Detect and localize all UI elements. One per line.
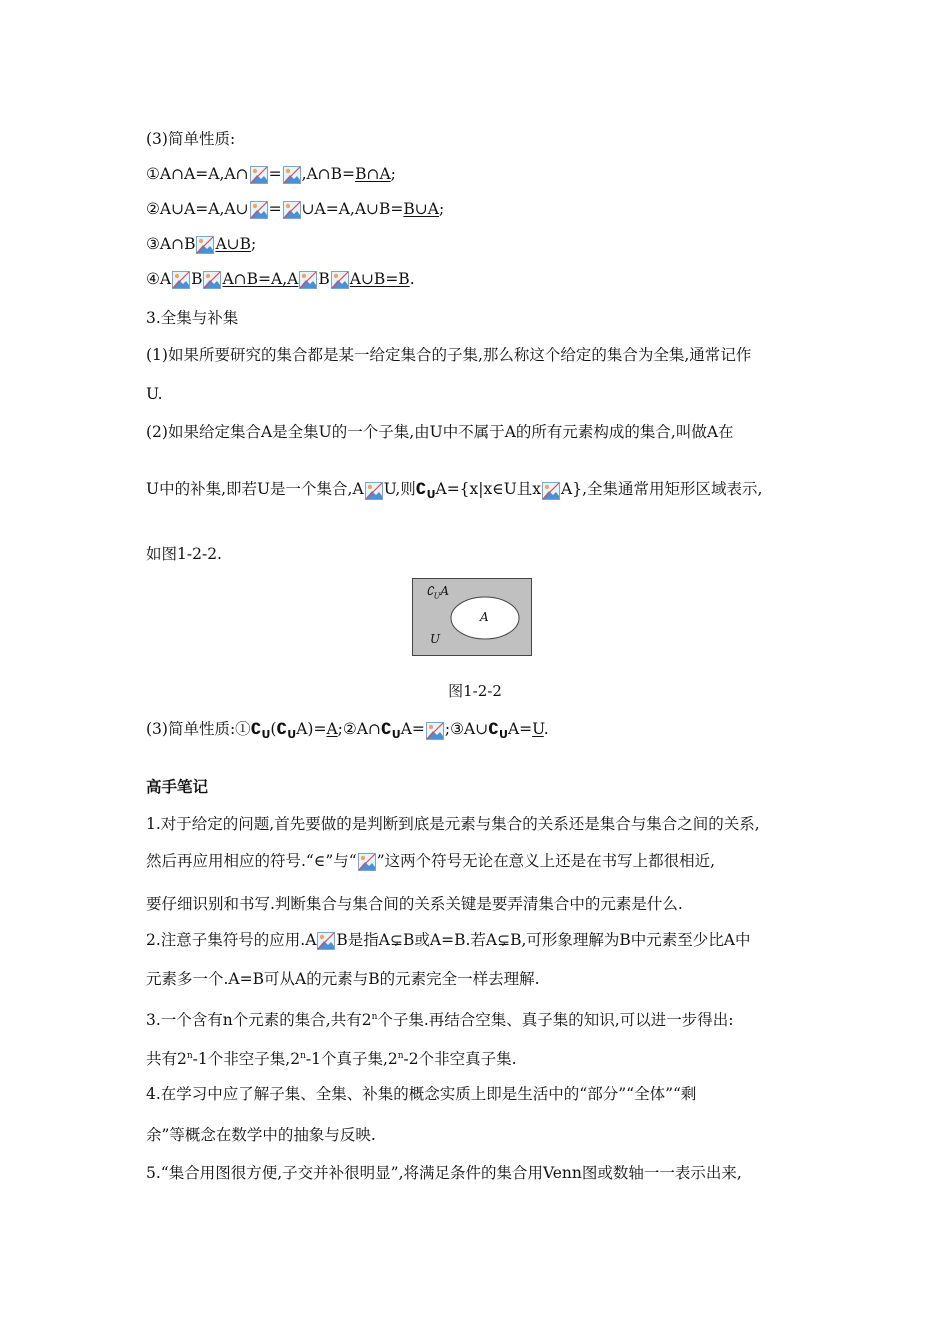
note-2a: 2.注意子集符号的应用.A B是指A⊊B或A=B.若A⊊B,可形象理解为B中元素至少比A中 — [146, 931, 751, 949]
notes-heading: 高手笔记 — [146, 778, 209, 796]
complement-symbol: ∁ — [380, 720, 392, 738]
complement-symbol: ∁ — [415, 480, 427, 498]
property-line-4: ④A B A∩B=A,A B A∪B=B. — [146, 270, 415, 288]
broken-image-icon — [331, 271, 349, 289]
broken-image-icon — [317, 932, 335, 950]
note-4a: 4.在学习中应了解子集、全集、补集的概念实质上即是生活中的“部分”“全体”“剩 — [146, 1085, 697, 1103]
property-line-2: ②A∪A=A,A∪ = ∪A=A,A∪B=B∪A; — [146, 200, 445, 218]
note-1b: 然后再应用相应的符号.“∈”与“ ”这两个符号无论在意义上还是在书写上都很相近, — [146, 852, 716, 870]
broken-image-icon — [542, 482, 560, 500]
figure-label-cua: $∁_UA$ — [426, 584, 450, 601]
figure-label-a: A — [480, 610, 489, 624]
figure-caption: 图1-2-2 — [448, 682, 502, 700]
note-1c: 要仔细识别和书写.判断集合与集合间的关系关键是要弄清集合中的元素是什么. — [146, 895, 683, 913]
figure-label-u: U — [430, 632, 441, 646]
note-5a: 5.“集合用图很方便,子交并补很明显”,将满足条件的集合用Venn图或数轴一一表示出来, — [146, 1164, 742, 1182]
note-1a: 1.对于给定的问题,首先要做的是判断到底是元素与集合的关系还是集合与集合之间的关系, — [146, 815, 760, 833]
broken-image-icon — [426, 722, 444, 740]
broken-image-icon — [358, 853, 376, 871]
broken-image-icon — [365, 482, 383, 500]
broken-image-icon — [283, 201, 301, 219]
complement-properties: (3)简单性质$:①∁_U(∁_UA)=A;②A\cap∁_UA=$ $;③A\cup∁_UA=U$. — [146, 720, 549, 742]
broken-image-icon — [283, 166, 301, 184]
broken-image-icon — [250, 201, 268, 219]
broken-image-icon — [250, 166, 268, 184]
property-line-3: ③A∩B A∪B; — [146, 235, 257, 253]
note-3b: 共有2$^n$-1个非空子集,2$^n$-1个真子集,2$^n$-2个非空真子集. — [146, 1050, 517, 1069]
property-line-1: ①A∩A=A,A∩ = ,A∩B=B∩A; — [146, 165, 396, 183]
note-3a: 3.一个含有n个元素的集合,共有2$^n$个子集.再结合空集、真子集的知识,可以进一步得出: — [146, 1011, 734, 1030]
broken-image-icon — [299, 271, 317, 289]
note-4b: 余”等概念在数学中的抽象与反映. — [146, 1126, 376, 1144]
note-2b: 元素多一个.A=B可从A的元素与B的元素完全一样去理解. — [146, 970, 540, 988]
broken-image-icon — [203, 271, 221, 289]
paragraph-2c: 如图1-2-2. — [146, 545, 222, 563]
broken-image-icon — [196, 236, 214, 254]
broken-image-icon — [172, 271, 190, 289]
properties-heading: (3)简单性质: — [146, 130, 236, 148]
paragraph-2a: (2)如果给定集合A是全集U的一个子集,由U中不属于A的所有元素构成的集合,叫做A在 — [146, 423, 734, 441]
section-title: 3.全集与补集 — [146, 309, 239, 327]
complement-symbol: ∁ — [276, 720, 288, 738]
complement-symbol: ∁ — [488, 720, 499, 738]
complement-symbol: ∁ — [250, 720, 262, 738]
paragraph-2b: U中的补集,即若U是一个集合,A U,则$∁_UA=\{x|x\in U$且x A},全集通常用矩形区域表示, — [146, 480, 763, 502]
venn-figure — [412, 578, 532, 656]
paragraph-1b: U. — [146, 385, 163, 403]
paragraph-1a: (1)如果所要研究的集合都是某一给定集合的子集,那么称这个给定的集合为全集,通常记作 — [146, 346, 752, 364]
